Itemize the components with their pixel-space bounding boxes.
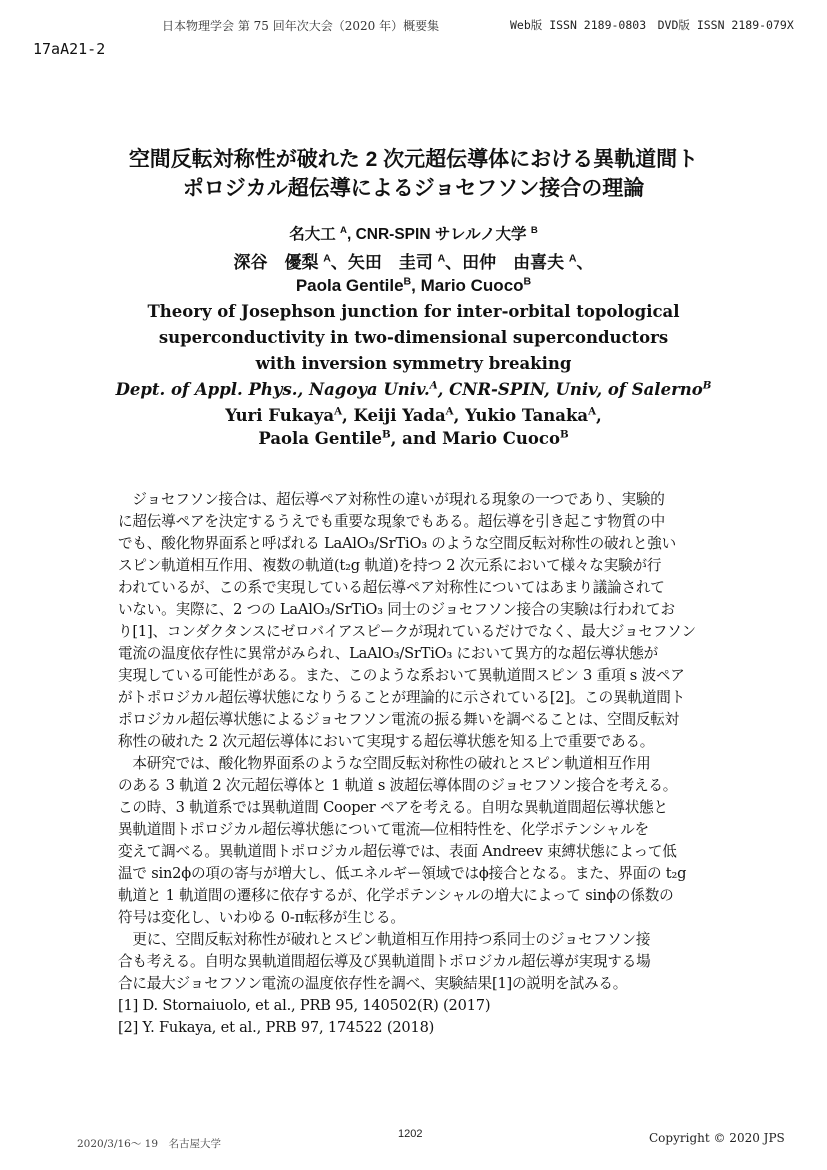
body-line: われているが、この系で実現している超伝導ペア対称性についてはあまり議論されて <box>118 579 665 596</box>
body-line: 変えて調べる。異軌道間トポロジカル超伝導では、表面 Andreev 束縛状態によって低 <box>118 843 677 860</box>
affiliation-mark: B <box>382 428 391 441</box>
author-name: , Keiji Yada <box>342 406 446 425</box>
body-line: がトポロジカル超伝導状態になりうることが理論的に示されている[2]。この異軌道間ト <box>118 689 686 706</box>
affiliation-mark: A <box>437 252 446 265</box>
author-name: , and Mario Cuoco <box>390 429 560 448</box>
author-name: , Yukio Tanaka <box>453 406 589 425</box>
authors-en-line-1 <box>0 406 827 425</box>
affiliation-en-part: Dept. of Appl. Phys., Nagoya Univ. <box>115 380 430 399</box>
authors-jp-line-2 <box>0 276 827 296</box>
body-line: 符号は変化し、いわゆる 0-π転移が生じる。 <box>118 909 405 926</box>
affiliation-jp <box>0 222 827 244</box>
affiliation-jp-part: 名大工 <box>289 226 341 243</box>
footer-date: 2020/3/16～ 19 名古屋大学 <box>77 1138 222 1150</box>
author-name: Paola Gentile <box>258 429 382 448</box>
body-line: 軌道と 1 軌道間の遷移に依存するが、化学ポテンシャルの増大によって sinϕの係数の <box>118 887 674 904</box>
body-line: でも、酸化物界面系と呼ばれる LaAlO₃/SrTiO₃ のような空間反転対称性の破れと強い <box>118 535 677 552</box>
body-line: り[1]、コンダクタンスにゼロバイアスピークが現れているだけでなく、最大ジョセフソン <box>118 623 696 640</box>
body-line: 温で sin2ϕの項の寄与が増大し、低エネルギー領域ではϕ接合となる。また、界面の t₂g <box>118 865 687 882</box>
body-line: のある 3 軌道 2 次元超伝導体と 1 軌道 s 波超伝導体間のジョセフソン接合を考える。 <box>118 777 678 794</box>
body-line: 電流の温度依存性に異常がみられ、LaAlO₃/SrTiO₃ において異方的な超伝導状態が <box>118 645 659 662</box>
body-line: 異軌道間トポロジカル超伝導状態について電流―位相特性を、化学ポテンシャルを <box>118 821 649 838</box>
authors-jp <box>0 248 827 273</box>
affiliation-en <box>0 380 827 399</box>
body-line: に超伝導ペアを決定するうえでも重要な現象でもある。超伝導を引き起こす物質の中 <box>118 513 665 530</box>
author-name: Yuri Fukaya <box>225 406 335 425</box>
affiliation-en-part: , CNR-SPIN, Univ, of Salerno <box>437 380 703 399</box>
body-line: この時、3 軌道系では異軌道間 Cooper ペアを考える。自明な異軌道間超伝導状態と <box>118 799 668 816</box>
affiliation-mark: A <box>334 405 343 418</box>
page-number: 1202 <box>398 1128 423 1140</box>
author-name: 、矢田 圭司 <box>330 253 438 272</box>
reference-2: [2] Y. Fukaya, et al., PRB 97, 174522 (2018) <box>118 1019 435 1036</box>
affiliation-mark: A <box>323 252 331 265</box>
affiliation-mark: A <box>340 224 347 236</box>
title-en-line-3: with inversion symmetry breaking <box>255 354 572 373</box>
body-line: 称性の破れた 2 次元超伝導体において実現する超伝導状態を知る上で重要である。 <box>118 733 655 750</box>
body-line: 本研究では、酸化物界面系のような空間反転対称性の破れとスピン軌道相互作用 <box>118 755 651 772</box>
body-line: 更に、空間反転対称性が破れとスピン軌道相互作用持つ系同士のジョセフソン接 <box>118 931 651 948</box>
affiliation-jp-part: , CNR-SPIN サレルノ大学 <box>346 226 531 243</box>
affiliation-mark: B <box>702 379 712 392</box>
proceedings-header: 日本物理学会 第 75 回年次大会（2020 年）概要集 <box>162 19 440 33</box>
author-name: Paola Gentile <box>295 276 404 295</box>
body-line: 合も考える。自明な異軌道間超伝導及び異軌道間トポロジカル超伝導が実現する場 <box>118 953 651 970</box>
authors-en-line-2 <box>0 429 827 448</box>
affiliation-mark: A <box>568 252 577 265</box>
separator: , <box>596 406 602 425</box>
separator: 、 <box>576 253 594 272</box>
affiliation-mark: B <box>523 275 532 288</box>
title-jp-line-1: 空間反転対称性が破れた 2 次元超伝導体における異軌道間ト <box>128 148 699 171</box>
title-en-line-1: Theory of Josephson junction for inter-orbital topological <box>147 302 680 321</box>
affiliation-mark: B <box>559 428 569 441</box>
title-en-line-2: superconductivity in two-dimensional superconductors <box>158 328 669 347</box>
body-line: ポロジカル超伝導状態によるジョセフソン電流の振る舞いを調べることは、空間反転対 <box>118 711 680 728</box>
author-name: , Mario Cuoco <box>411 276 524 295</box>
affiliation-mark: A <box>588 405 597 418</box>
body-line: 実現している可能性がある。また、このような系おいて異軌道間スピン 3 重項 s 波ペア <box>118 667 685 684</box>
body-line: 合に最大ジョセフソン電流の温度依存性を調べ、実験結果[1]の説明を試みる。 <box>118 975 628 992</box>
title-jp-line-2: ポロジカル超伝導によるジョセフソン接合の理論 <box>182 177 645 200</box>
affiliation-mark: B <box>403 275 412 288</box>
reference-1: [1] D. Stornaiuolo, et al., PRB 95, 140502(R) (2017) <box>118 997 491 1014</box>
author-name: 深谷 優梨 <box>233 253 324 272</box>
affiliation-mark: B <box>530 224 538 236</box>
affiliation-mark: A <box>429 379 438 392</box>
affiliation-mark: A <box>445 405 454 418</box>
body-line: スピン軌道相互作用、複数の軌道(t₂g 軌道)を持つ 2 次元系において様々な実験が行 <box>118 557 662 574</box>
body-line: ジョセフソン接合は、超伝導ペア対称性の違いが現れる現象の一つであり、実験的 <box>118 491 665 508</box>
copyright: Copyright © 2020 JPS <box>649 1131 785 1145</box>
body-line: いない。実際に、2 つの LaAlO₃/SrTiO₃ 同士のジョセフソン接合の実験は行われてお <box>118 601 675 618</box>
author-name: 、田仲 由喜夫 <box>445 253 569 272</box>
issn-header: Web版 ISSN 2189-0803 DVD版 ISSN 2189-079X <box>510 18 794 32</box>
paper-id: 17aA21-2 <box>33 40 106 58</box>
